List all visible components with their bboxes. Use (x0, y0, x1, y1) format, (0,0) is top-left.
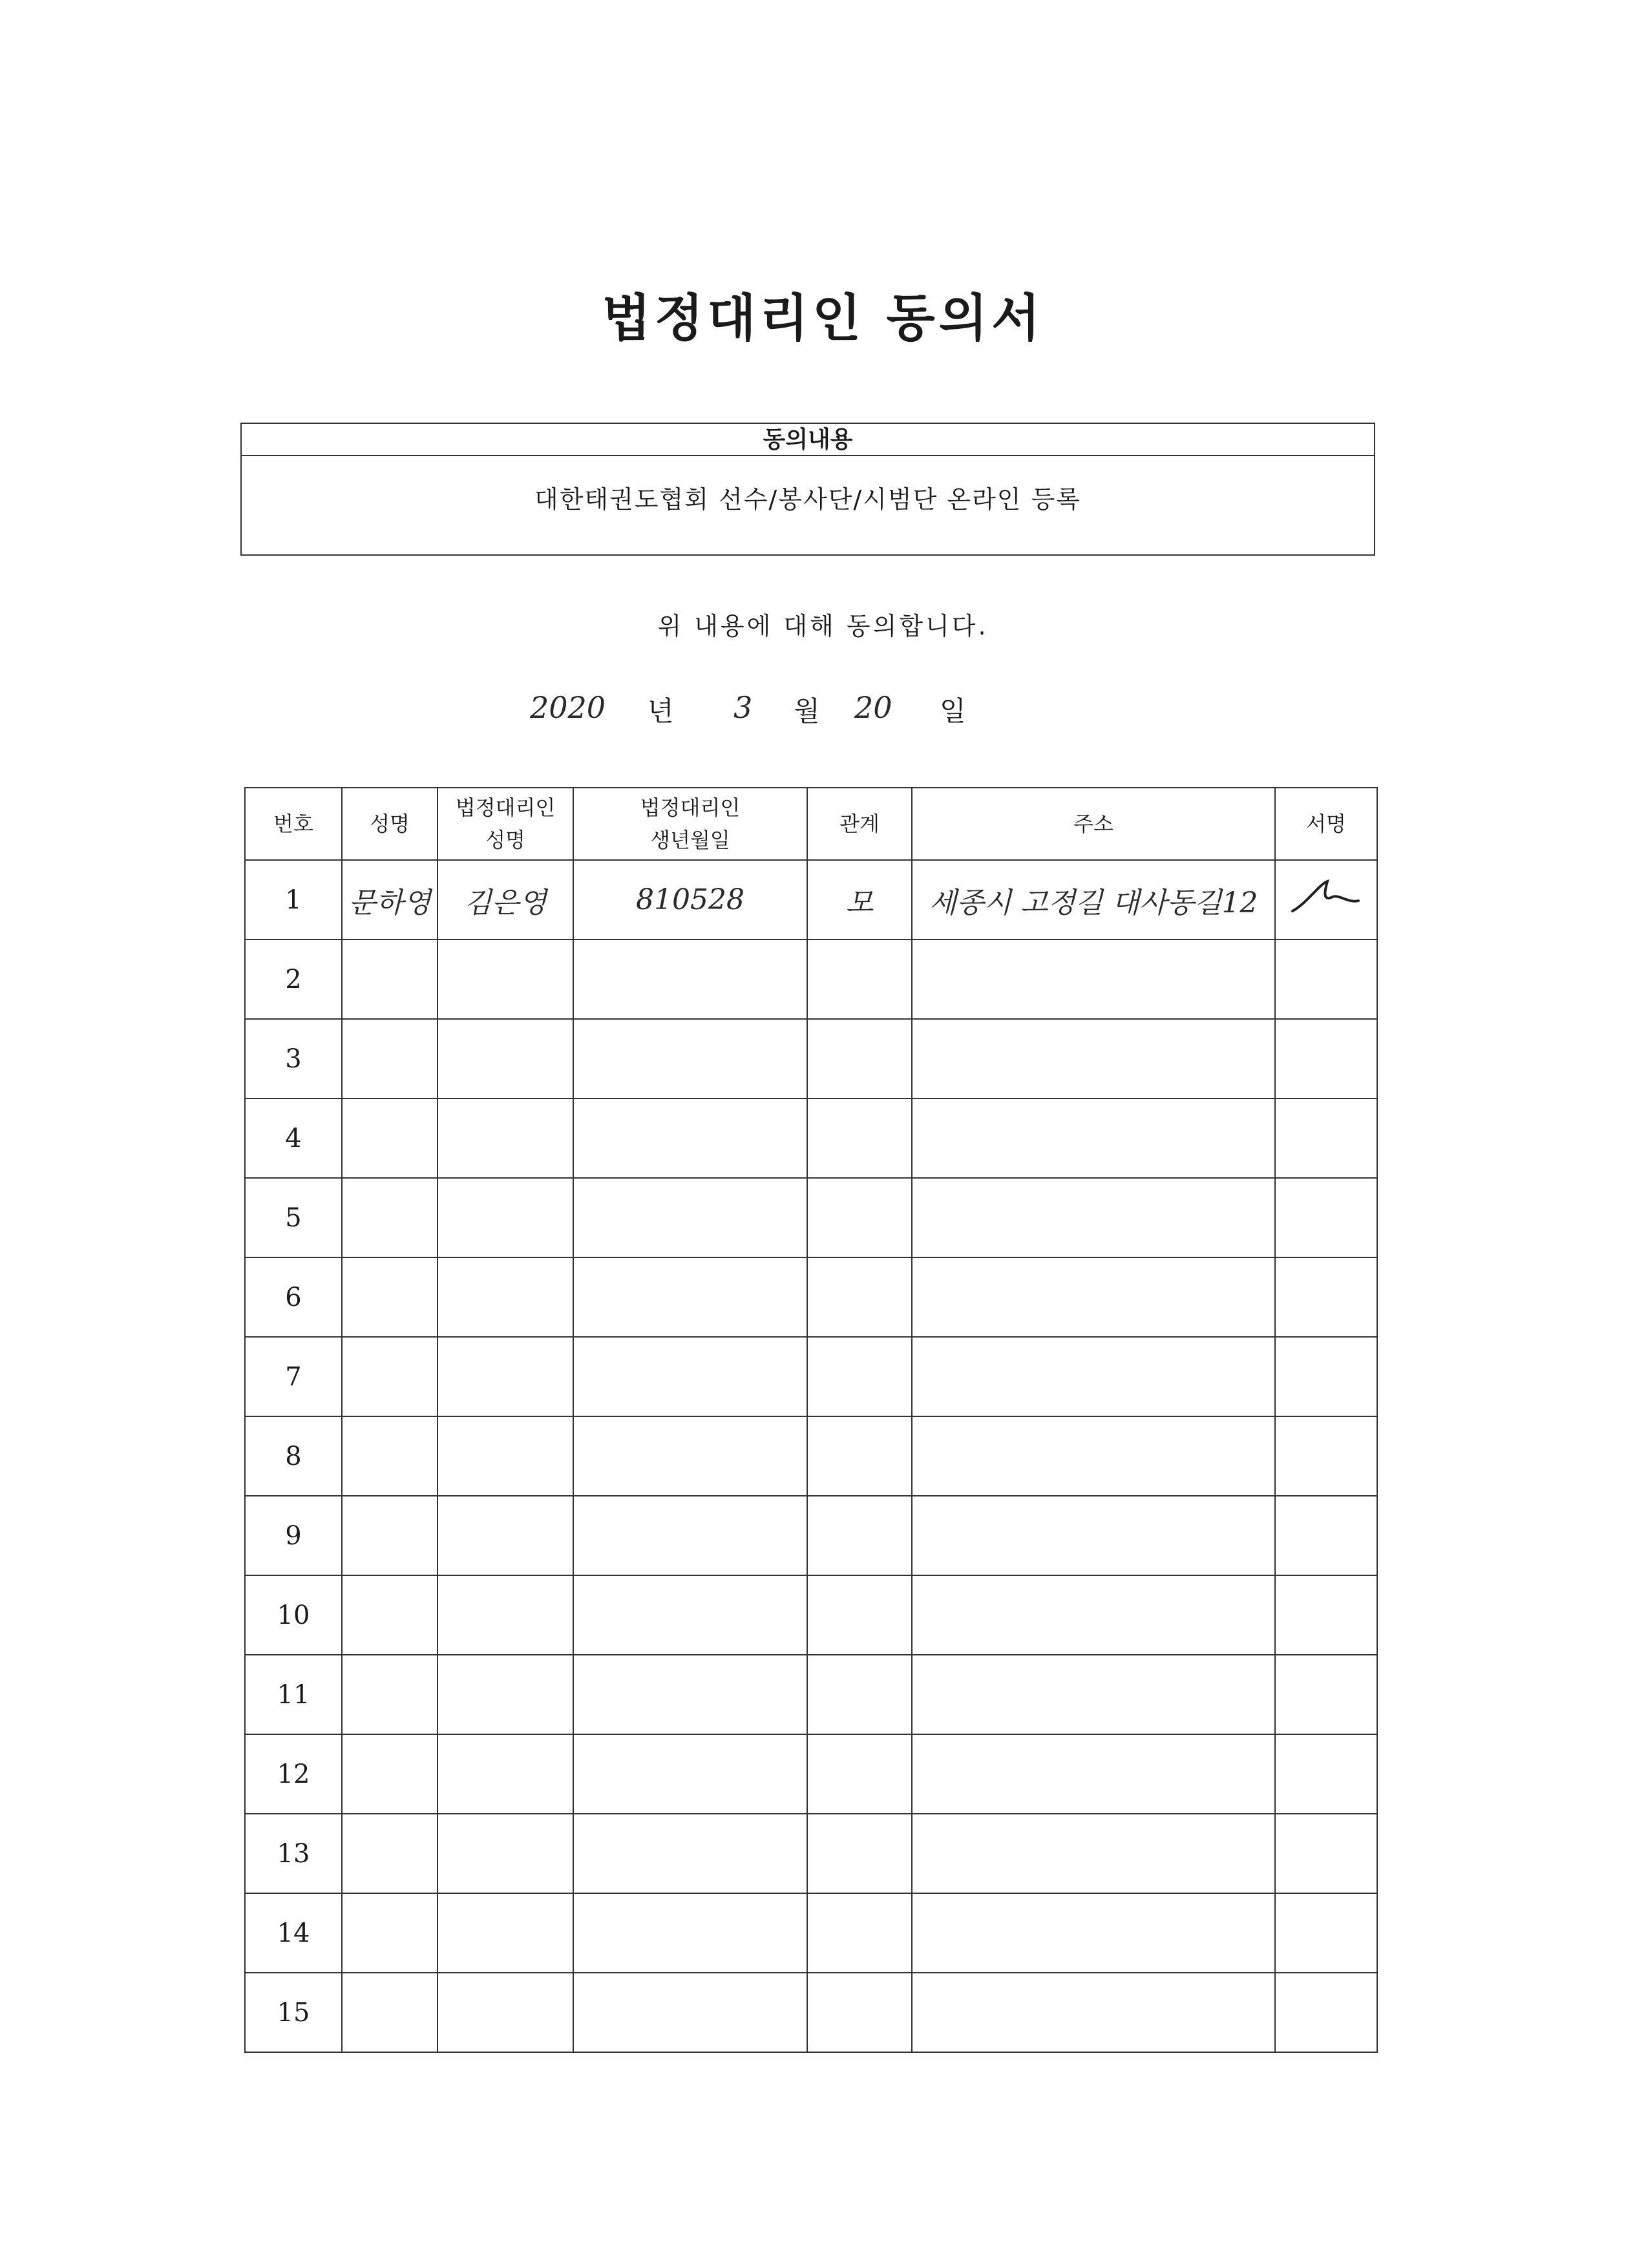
cell-guardian-birth[interactable] (573, 1575, 807, 1655)
table-row (245, 1496, 1377, 1575)
cell-relation[interactable] (807, 1814, 912, 1893)
cell-address[interactable] (912, 1257, 1275, 1337)
cell-relation[interactable] (807, 1496, 912, 1575)
cell-signature[interactable] (1275, 1178, 1377, 1257)
cell-guardian-birth[interactable] (573, 1257, 807, 1337)
cell-number: 7 (245, 1337, 342, 1416)
cell-guardian-name[interactable] (438, 940, 573, 1019)
cell-relation[interactable] (807, 1734, 912, 1814)
cell-guardian-name[interactable] (438, 1178, 573, 1257)
cell-guardian-birth[interactable] (573, 1178, 807, 1257)
cell-signature[interactable] (1275, 1734, 1377, 1814)
cell-relation[interactable] (807, 1098, 912, 1178)
cell-guardian-birth[interactable] (573, 1734, 807, 1814)
date-day-value[interactable] (854, 690, 892, 725)
cell-relation[interactable] (807, 1416, 912, 1496)
cell-address[interactable] (912, 1893, 1275, 1973)
cell-guardian-birth[interactable]: 810528 (573, 860, 807, 940)
cell-guardian-name[interactable] (438, 1257, 573, 1337)
cell-signature[interactable] (1275, 1337, 1377, 1416)
cell-guardian-birth[interactable] (573, 940, 807, 1019)
cell-guardian-name[interactable] (438, 1575, 573, 1655)
cell-address[interactable] (912, 940, 1275, 1019)
cell-name[interactable] (342, 1496, 438, 1575)
cell-number: 4 (245, 1098, 342, 1178)
signature-mark (1287, 877, 1365, 916)
cell-signature[interactable] (1275, 1655, 1377, 1734)
cell-signature[interactable] (1275, 1416, 1377, 1496)
cell-name[interactable] (342, 1416, 438, 1496)
date-month-label: 월 (794, 695, 820, 727)
consent-heading: 동의내용 (242, 424, 1374, 456)
header-address: 주소 (912, 788, 1275, 860)
cell-name[interactable] (342, 1893, 438, 1973)
cell-relation[interactable] (807, 1893, 912, 1973)
cell-address[interactable]: 세종시 고정길 대사동길12 (912, 860, 1275, 940)
header-guardian-name (438, 788, 573, 860)
cell-signature[interactable] (1275, 1019, 1377, 1098)
cell-guardian-birth[interactable] (573, 1337, 807, 1416)
cell-number: 1 (245, 860, 342, 940)
cell-guardian-birth[interactable] (573, 1098, 807, 1178)
cell-signature[interactable] (1275, 940, 1377, 1019)
cell-name[interactable] (342, 1337, 438, 1416)
header-guardian-name-line1: 법정대리인 (455, 795, 556, 820)
table-row (245, 1655, 1377, 1734)
cell-name[interactable]: 문하영 (342, 860, 438, 940)
cell-address[interactable] (912, 1814, 1275, 1893)
cell-guardian-birth[interactable] (573, 1019, 807, 1098)
cell-relation[interactable] (807, 1178, 912, 1257)
cell-number: 9 (245, 1496, 342, 1575)
cell-address[interactable] (912, 1496, 1275, 1575)
cell-signature[interactable] (1275, 1973, 1377, 2052)
cell-relation[interactable]: 모 (807, 860, 912, 940)
cell-name[interactable] (342, 1575, 438, 1655)
date-year-label: 년 (648, 695, 674, 727)
table-header-row (245, 788, 1377, 860)
cell-guardian-name[interactable] (438, 1973, 573, 2052)
header-guardian-birth-line2: 생년월일 (650, 828, 730, 852)
registration-table (244, 787, 1378, 2053)
cell-address[interactable] (912, 1178, 1275, 1257)
cell-relation[interactable] (807, 1575, 912, 1655)
table-row (245, 1019, 1377, 1098)
date-year-value[interactable] (530, 690, 606, 725)
cell-number: 10 (245, 1575, 342, 1655)
cell-signature[interactable] (1275, 1575, 1377, 1655)
cell-name[interactable] (342, 1655, 438, 1734)
table-row (245, 1178, 1377, 1257)
cell-address[interactable] (912, 1655, 1275, 1734)
cell-name[interactable] (342, 1814, 438, 1893)
cell-relation[interactable] (807, 1019, 912, 1098)
cell-guardian-name[interactable] (438, 1814, 573, 1893)
cell-name[interactable] (342, 940, 438, 1019)
cell-number: 11 (245, 1655, 342, 1734)
table-row (245, 1814, 1377, 1893)
cell-guardian-name[interactable] (438, 1734, 573, 1814)
date-month-value[interactable] (733, 690, 752, 725)
cell-relation[interactable] (807, 1337, 912, 1416)
cell-number: 3 (245, 1019, 342, 1098)
cell-number: 14 (245, 1893, 342, 1973)
cell-guardian-name[interactable] (438, 1337, 573, 1416)
cell-relation[interactable] (807, 1973, 912, 2052)
cell-guardian-name[interactable]: 김은영 (438, 860, 573, 940)
table-row (245, 1734, 1377, 1814)
cell-name[interactable] (342, 1178, 438, 1257)
header-number: 번호 (245, 788, 342, 860)
cell-address[interactable] (912, 1019, 1275, 1098)
cell-signature[interactable] (1275, 1257, 1377, 1337)
cell-number: 13 (245, 1814, 342, 1893)
header-relation: 관계 (807, 788, 912, 860)
cell-number: 6 (245, 1257, 342, 1337)
cell-guardian-name[interactable] (438, 1893, 573, 1973)
cell-relation[interactable] (807, 940, 912, 1019)
table-row (245, 1575, 1377, 1655)
cell-name[interactable] (342, 1734, 438, 1814)
cell-guardian-birth[interactable] (573, 1655, 807, 1734)
date-month-handwritten: 3 (733, 690, 753, 725)
header-guardian-birth-line1: 법정대리인 (640, 795, 741, 820)
cell-address[interactable] (912, 1973, 1275, 2052)
consent-box (240, 423, 1375, 556)
date-day-handwritten: 20 (854, 690, 892, 725)
cell-guardian-birth[interactable] (573, 1496, 807, 1575)
cell-guardian-birth[interactable] (573, 1416, 807, 1496)
cell-signature[interactable] (1275, 1496, 1377, 1575)
cell-relation[interactable] (807, 1257, 912, 1337)
cell-number: 12 (245, 1734, 342, 1814)
cell-guardian-birth[interactable] (573, 1973, 807, 2052)
cell-address[interactable] (912, 1734, 1275, 1814)
cell-signature[interactable] (1275, 1814, 1377, 1893)
date-year-handwritten: 2020 (530, 690, 606, 725)
table-row (245, 940, 1377, 1019)
table-body (245, 860, 1377, 2052)
table-row (245, 1416, 1377, 1496)
cell-guardian-name[interactable] (438, 1019, 573, 1098)
cell-number: 2 (245, 940, 342, 1019)
table-row (245, 860, 1377, 940)
header-guardian-birth (573, 788, 807, 860)
table-row (245, 1893, 1377, 1973)
cell-guardian-name[interactable] (438, 1416, 573, 1496)
table-row (245, 1098, 1377, 1178)
cell-address[interactable] (912, 1098, 1275, 1178)
table-row (245, 1257, 1377, 1337)
cell-name[interactable] (342, 1019, 438, 1098)
consent-content: 대한태권도협회 선수/봉사단/시범단 온라인 등록 (534, 485, 1081, 514)
cell-number: 15 (245, 1973, 342, 2052)
cell-number: 5 (245, 1178, 342, 1257)
cell-relation[interactable] (807, 1655, 912, 1734)
cell-name[interactable] (342, 1973, 438, 2052)
date-day-label: 일 (940, 695, 966, 727)
cell-guardian-birth[interactable] (573, 1893, 807, 1973)
cell-address[interactable] (912, 1416, 1275, 1496)
header-name: 성명 (342, 788, 438, 860)
cell-signature[interactable] (1275, 1098, 1377, 1178)
cell-guardian-name[interactable] (438, 1655, 573, 1734)
header-guardian-name-line2: 성명 (485, 828, 525, 852)
table-row (245, 1337, 1377, 1416)
cell-signature[interactable] (1275, 860, 1377, 940)
cell-guardian-name[interactable] (438, 1098, 573, 1178)
cell-signature[interactable] (1275, 1893, 1377, 1973)
cell-address[interactable] (912, 1337, 1275, 1416)
table-row (245, 1973, 1377, 2052)
cell-number: 8 (245, 1416, 342, 1496)
cell-name[interactable] (342, 1098, 438, 1178)
agreement-statement: 위 내용에 대해 동의합니다. (657, 612, 989, 640)
cell-name[interactable] (342, 1257, 438, 1337)
document-title: 법정대리인 동의서 (602, 289, 1044, 348)
cell-guardian-name[interactable] (438, 1496, 573, 1575)
cell-address[interactable] (912, 1575, 1275, 1655)
cell-guardian-birth[interactable] (573, 1814, 807, 1893)
header-signature: 서명 (1275, 788, 1377, 860)
